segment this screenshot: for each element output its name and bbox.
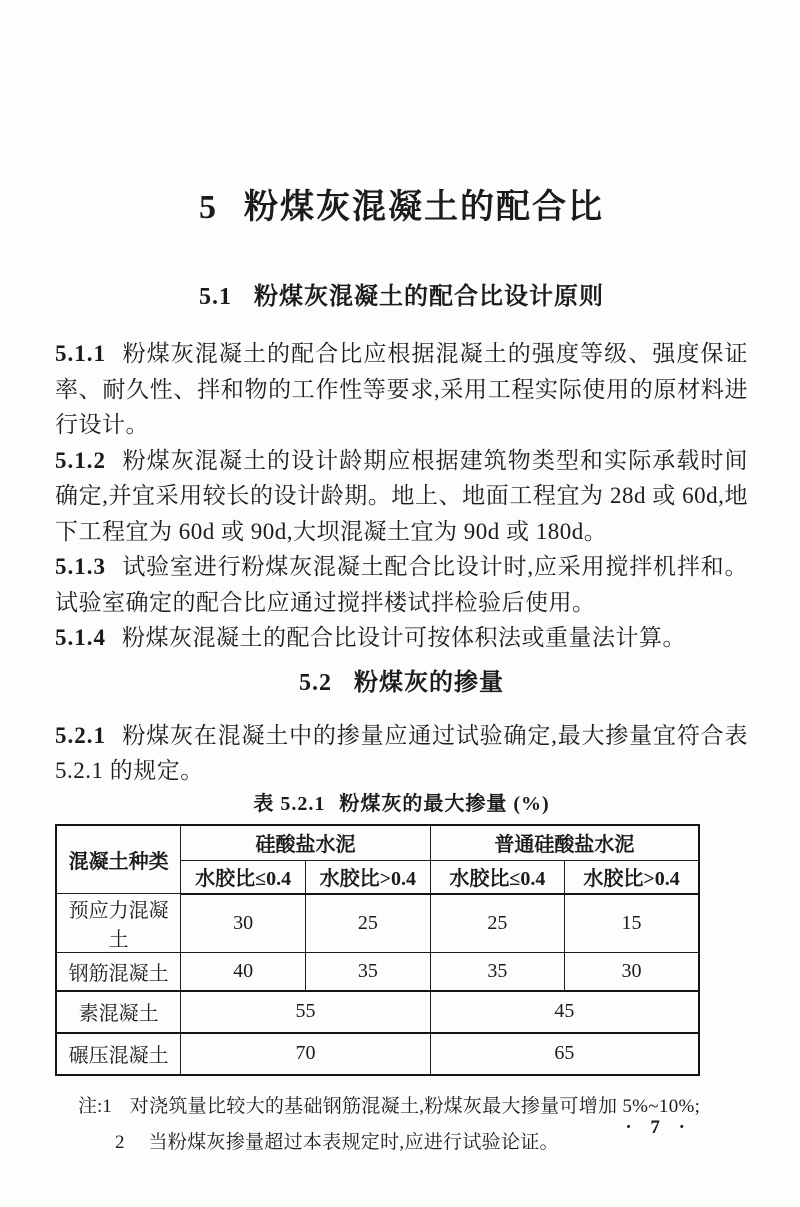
max-fly-ash-dosage-table [55, 824, 700, 1076]
cell-value: 35 [305, 953, 430, 991]
chapter-title [55, 188, 748, 228]
cell-value: 65 [430, 1033, 699, 1075]
header-cell-silicate-cement: 硅酸盐水泥 [181, 825, 430, 861]
cell-value: 55 [181, 991, 430, 1033]
clause-5-1-1-text: 粉煤灰混凝土的配合比应根据混凝土的强度等级、强度保证率、耐久性、拌和物的工作性等要求,采用工程实际使用的原材料进行设计。 [55, 341, 748, 437]
table-row-plain-concrete [56, 991, 699, 1033]
cell-value: 30 [181, 894, 306, 953]
cell-value: 30 [565, 953, 699, 991]
header-cell-ratio-gt04-b: 水胶比>0.4 [565, 861, 699, 894]
clause-5-1-4 [55, 620, 748, 656]
clause-5-1-1 [55, 336, 748, 443]
clause-5-2-1-number: 5.2.1 [55, 722, 106, 748]
cell-value: 40 [181, 953, 306, 991]
section-heading-5-2 [55, 668, 748, 698]
table-row-roller-compacted-concrete [56, 1033, 699, 1075]
row-label: 预应力混凝土 [56, 894, 181, 953]
clause-5-1-2 [55, 443, 748, 550]
table-row-prestressed-concrete [56, 894, 699, 953]
cell-value: 25 [305, 894, 430, 953]
note-2-label: 2 [115, 1131, 125, 1153]
clause-5-2-1-text: 粉煤灰在混凝土中的掺量应通过试验确定,最大掺量宜符合表 5.2.1 的规定。 [55, 722, 748, 783]
clause-5-1-3-number: 5.1.3 [55, 554, 106, 579]
header-cell-ratio-gt04-a: 水胶比>0.4 [305, 861, 430, 894]
header-cell-ordinary-silicate-cement: 普通硅酸盐水泥 [430, 825, 699, 861]
clause-5-1-1-number: 5.1.1 [55, 341, 106, 366]
note-1-label: 注:1 [78, 1095, 112, 1117]
section-5-2-number: 5.2 [299, 669, 332, 696]
cell-value: 35 [430, 953, 564, 991]
clause-5-1-3 [55, 549, 748, 620]
clause-5-2-1 [55, 718, 748, 789]
chapter-title-text: 粉煤灰混凝土的配合比 [244, 189, 604, 226]
clause-5-1-4-number: 5.1.4 [55, 625, 106, 650]
table-caption-label: 表 5.2.1 [253, 792, 326, 815]
table-caption [55, 791, 748, 817]
section-5-1-title: 粉煤灰混凝土的配合比设计原则 [254, 284, 604, 310]
header-cell-concrete-type: 混凝土种类 [56, 825, 181, 894]
header-cell-ratio-le04-b: 水胶比≤0.4 [430, 861, 564, 894]
page-number: · 7 · [625, 1117, 692, 1138]
cell-value: 25 [430, 894, 564, 953]
clause-5-1-2-text: 粉煤灰混凝土的设计龄期应根据建筑物类型和实际承载时间确定,并宜采用较长的设计龄期。地上、地面工程宜为 28d 或 60d,地下工程宜为 60d 或 90d,大坝混凝土宜为 90d 或 180d。 [55, 447, 748, 544]
cell-value: 15 [565, 894, 699, 953]
clause-5-1-3-text: 试验室进行粉煤灰混凝土配合比设计时,应采用搅拌机拌和。试验室确定的配合比应通过搅拌楼试拌检验后使用。 [55, 554, 748, 615]
chapter-number: 5 [199, 189, 218, 226]
clause-5-1-2-number: 5.1.2 [55, 447, 106, 473]
cell-value: 70 [181, 1033, 430, 1075]
table-row-reinforced-concrete [56, 953, 699, 991]
section-5-1-number: 5.1 [199, 284, 232, 310]
header-cell-ratio-le04-a: 水胶比≤0.4 [181, 861, 306, 894]
row-label: 素混凝土 [56, 991, 181, 1033]
section-heading-5-1 [55, 282, 748, 312]
note-1-text: 对浇筑量比较大的基础钢筋混凝土,粉煤灰最大掺量可增加 5%~10%; [129, 1095, 701, 1117]
clause-5-1-4-text: 粉煤灰混凝土的配合比设计可按体积法或重量法计算。 [122, 625, 686, 650]
table-header-row-groups [56, 825, 699, 861]
table-caption-text: 粉煤灰的最大掺量 (%) [339, 792, 550, 815]
row-label: 碾压混凝土 [56, 1033, 181, 1075]
cell-value: 45 [430, 991, 699, 1033]
note-2-text: 当粉煤灰掺量超过本表规定时,应进行试验论证。 [148, 1131, 559, 1153]
row-label: 钢筋混凝土 [56, 953, 181, 991]
section-5-2-title: 粉煤灰的掺量 [354, 669, 504, 696]
